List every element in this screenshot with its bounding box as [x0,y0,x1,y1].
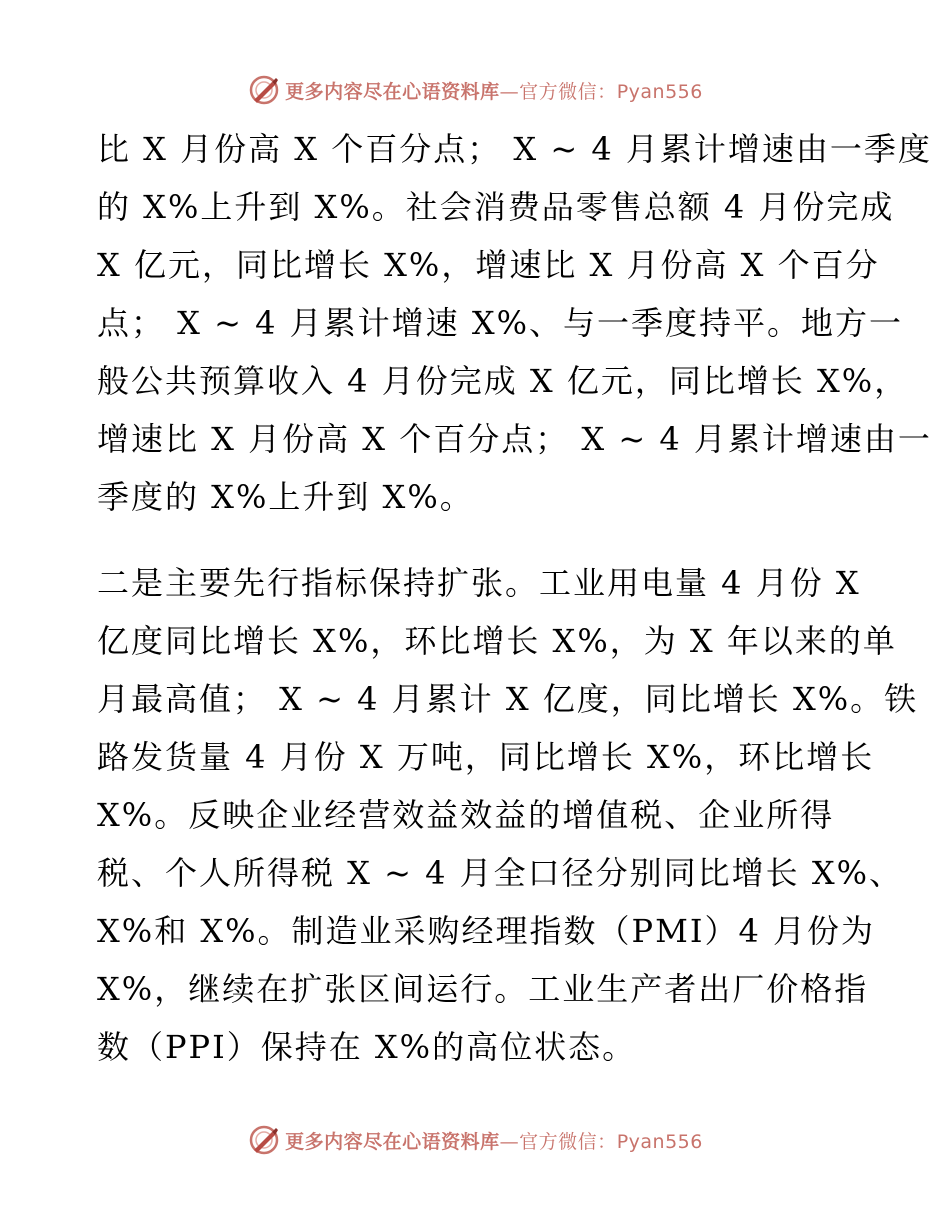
text-line: 数（PPI）保持在 X%的高位状态。 [97,1028,637,1066]
footer-banner [0,1122,950,1158]
text-line: 般公共预算收入 4 月份完成 X 亿元，同比增长 X%， [97,362,909,400]
banner-official-label: 官方微信： [519,1130,617,1153]
text-line: 增速比 X 月份高 X 个百分点； X ~ 4 月累计增速由一 [97,420,932,458]
banner-text [285,1127,703,1154]
banner-text [285,77,703,104]
text-line: X%和 X%。制造业采购经理指数（PMI）4 月份为 [97,912,876,950]
banner [247,73,703,107]
header-banner [0,72,950,108]
paragraph-2 [97,554,919,1076]
text-line: X%，继续在扩张区间运行。工业生产者出厂价格指 [97,970,869,1008]
text-line: 的 X%上升到 X%。社会消费品零售总额 4 月份完成 [97,188,895,226]
pen-logo-icon [247,73,281,107]
text-line: 路发货量 4 月份 X 万吨，同比增长 X%，环比增长 [97,738,875,776]
banner-separator: — [499,1130,520,1153]
text-line: 比 X 月份高 X 个百分点； X ~ 4 月累计增速由一季度 [97,130,932,168]
banner-wechat-id: Pyan556 [616,1130,703,1153]
banner-main-text: 更多内容尽在心语资料库 [285,80,500,103]
banner [247,1123,703,1157]
banner-main-text: 更多内容尽在心语资料库 [285,1130,500,1153]
banner-separator: — [499,80,520,103]
text-line: X 亿元，同比增长 X%，增速比 X 月份高 X 个百分 [97,246,880,284]
text-line: 二是主要先行指标保持扩张。工业用电量 4 月份 X [97,564,861,602]
banner-official-label: 官方微信： [519,80,617,103]
text-line: 季度的 X%上升到 X%。 [97,478,474,516]
text-line: 亿度同比增长 X%，环比增长 X%，为 X 年以来的单 [97,622,897,660]
text-line: X%。反映企业经营效益效益的增值税、企业所得 [97,796,835,834]
banner-wechat-id: Pyan556 [616,80,703,103]
text-line: 月最高值； X ~ 4 月累计 X 亿度，同比增长 X%。铁 [97,680,919,718]
text-line: 点； X ~ 4 月累计增速 X%、与一季度持平。地方一 [97,304,904,342]
paragraph-1 [97,120,932,526]
text-line: 税、个人所得税 X ~ 4 月全口径分别同比增长 X%、 [97,854,904,892]
paragraph-spacer [97,526,857,554]
pen-logo-icon [247,1123,281,1157]
document-body [97,120,932,1076]
